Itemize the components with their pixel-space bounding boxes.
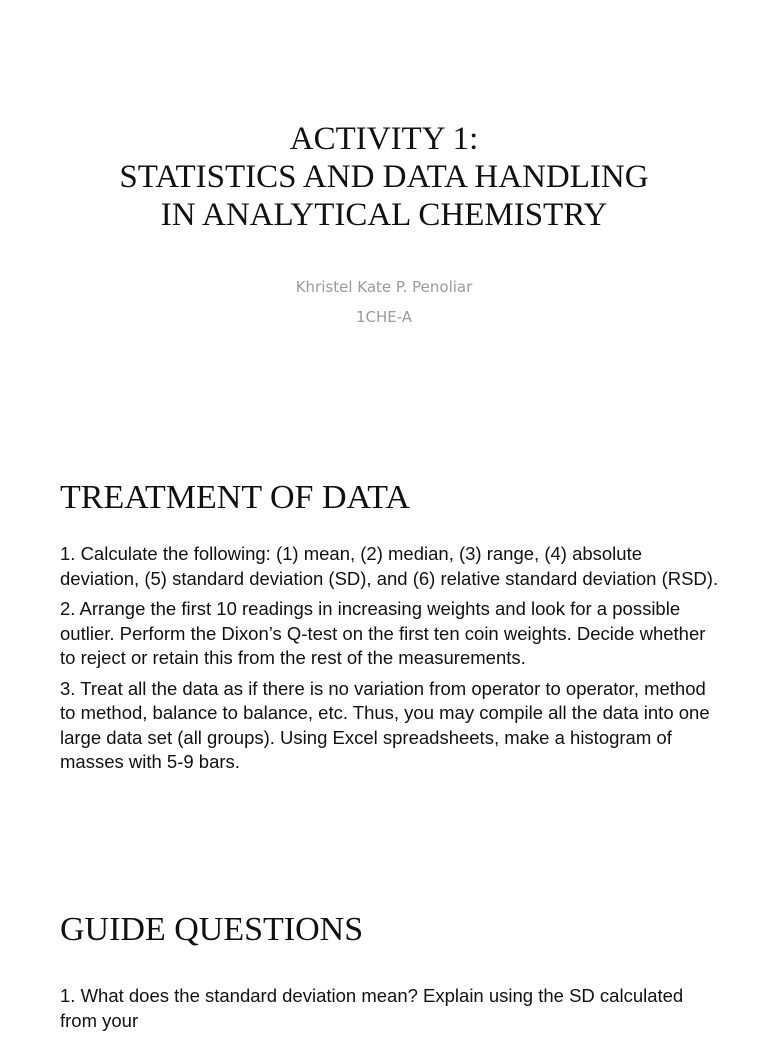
document-title [0, 120, 768, 234]
author-info [0, 272, 768, 332]
guide-heading: GUIDE QUESTIONS [60, 911, 364, 948]
treatment-item-3: 3. Treat all the data as if there is no variation from operator to operator, method to method, balance to balance, etc. Thus, you may compile all the data into one large data set (all groups). Using Excel spreadsheets, make a histogram of masses with 5-9 bars. [60, 677, 710, 772]
author-name: Khristel Kate P. Penoliar [295, 278, 473, 296]
guide-item-1: 1. What does the standard deviation mean? Explain using the SD calculated from your [60, 985, 684, 1031]
author-section: 1CHE-A [355, 308, 413, 326]
title-line-3: IN ANALYTICAL CHEMISTRY [160, 197, 608, 233]
treatment-heading: TREATMENT OF DATA [60, 479, 410, 516]
title-line-1: ACTIVITY 1: [289, 121, 479, 157]
treatment-item-1: 1. Calculate the following: (1) mean, (2) median, (3) range, (4) absolute deviation, (5) standard deviation (SD), and (6) relative standard deviation (RSD). [60, 543, 719, 589]
treatment-list [60, 542, 720, 781]
guide-list [60, 984, 720, 1039]
title-line-2: STATISTICS AND DATA HANDLING [119, 159, 649, 195]
treatment-item-2: 2. Arrange the first 10 readings in increasing weights and look for a possible outlier. Perform the Dixon’s Q-test on the first ten coin weights. Decide whether to reject or retain this from the rest of the measurements. [60, 598, 706, 668]
